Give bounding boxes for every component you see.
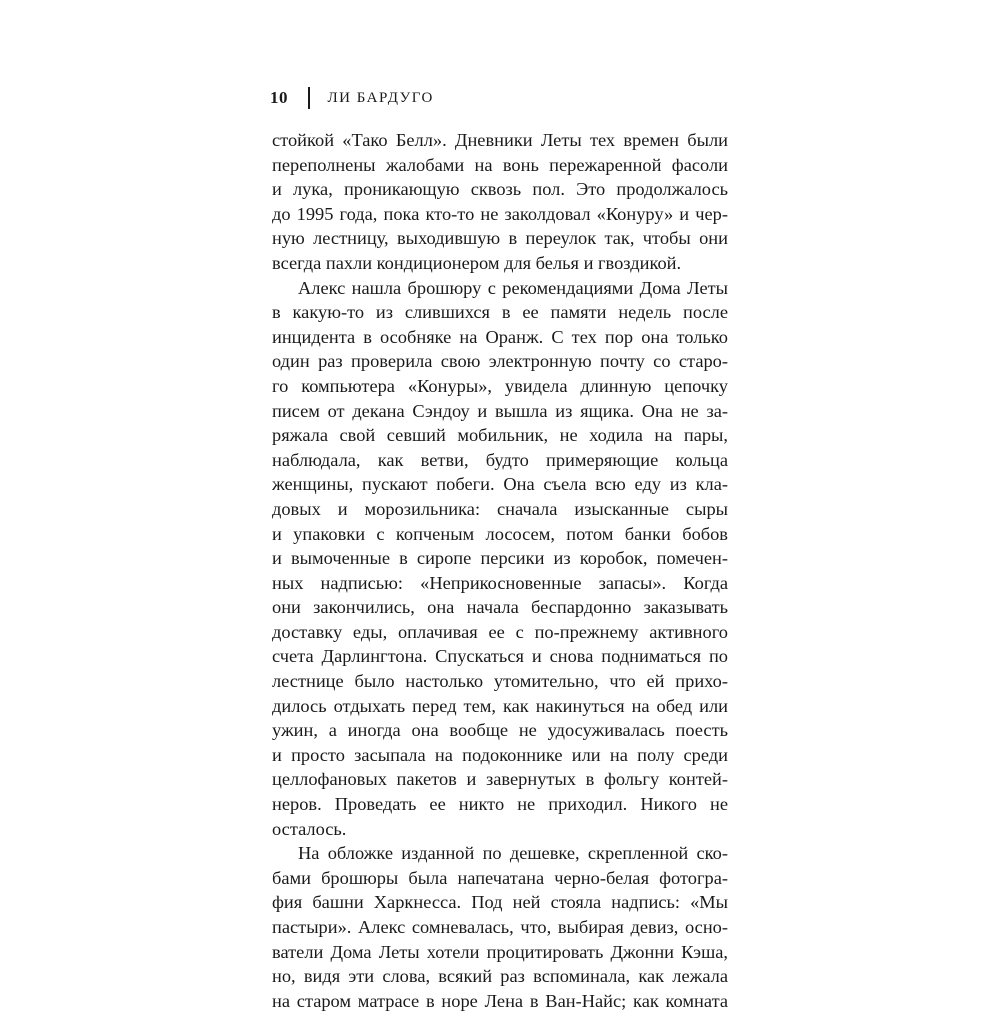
text-line: женщины, пускают побеги. Она съела всю еду из кла- [272,474,728,495]
text-line: писем от декана Сэндоу и вышла из ящика. Она не за- [272,400,728,421]
text-line: всегда пахли кондиционером для белья и гвоздикой. [272,252,682,273]
text-line: целлофановых пакетов и завернутых в фольгу контей- [272,769,728,790]
text-line: довых и морозильника: сначала изысканные сыры [272,498,728,519]
body-text [272,128,728,1013]
text-line: один раз проверила свою электронную почту со старо- [272,351,728,372]
text-line: но, видя эти слова, всякий раз вспоминала, как лежала [272,966,728,987]
text-line: и упаковки с копченым лососем, потом банки бобов [272,523,728,544]
header-divider [308,87,310,109]
text-line: и лука, проникающую сквозь пол. Это продолжалось [272,179,728,200]
text-line: дилось отдыхать перед тем, как накинуться на обед или [272,695,728,716]
text-line: доставку еды, оплачивая ее с по-прежнему активного [272,621,728,642]
text-line: осталось. [272,818,347,839]
page-number: 10 [270,88,288,107]
text-line: На обложке изданной по дешевке, скрепленной ско- [298,843,728,864]
text-line: пастыри». Алекс сомневалась, что, выбирая девиз, осно- [272,917,728,937]
paragraph [272,128,728,276]
paragraph [272,276,728,842]
text-line: ватели Дома Леты хотели процитировать Джонни Кэша, [272,941,728,962]
text-line: ряжала свой севший мобильник, не ходила на пары, [272,425,728,446]
text-line: го компьютера «Конуры», увидела длинную цепочку [272,375,728,396]
text-line: фия башни Харкнесса. Под ней стояла надпись: «Мы [272,892,728,913]
text-line: и просто засыпала на подоконнике или на полу среди [272,744,728,765]
text-line: ужин, а иногда она вообще не удосуживалась поесть [272,720,728,741]
author-name: ЛИ БАРДУГО [327,89,434,106]
text-line: ную лестницу, выходившую в переулок так, чтобы они [272,228,728,249]
text-line: они закончились, она начала беспардонно заказывать [272,597,728,618]
text-line: неров. Проведать ее никто не приходил. Никого не [272,794,728,815]
text-line: лестнице было настолько утомительно, что ей прихо- [272,671,728,692]
text-line: стойкой «Тако Белл». Дневники Леты тех времен были [272,130,728,150]
text-line: счета Дарлингтона. Спускаться и снова подниматься по [272,646,728,667]
text-line: инцидента в особняке на Оранж. С тех пор она только [272,326,728,347]
text-line: до 1995 года, пока кто-то не заколдовал «Конуру» и чер- [272,203,728,224]
text-line: и вымоченные в сиропе персики из коробок, помечен- [272,548,728,569]
text-line: Алекс нашла брошюру с рекомендациями Дома Леты [298,277,728,298]
text-line: бами брошюры была напечатана черно-белая фотогра- [272,867,728,888]
text-line: в какую-то из слившихся в ее памяти недель после [272,302,728,323]
text-line: наблюдала, как ветви, будто примеряющие кольца [272,449,728,470]
text-line: переполнены жалобами на вонь пережаренной фасоли [272,154,728,175]
running-header [270,86,434,110]
text-line: на старом матрасе в норе Лена в Ван-Найс; как комната [272,990,728,1011]
paragraph [272,841,728,1013]
text-line: ных надписью: «Неприкосновенные запасы». Когда [272,572,728,593]
